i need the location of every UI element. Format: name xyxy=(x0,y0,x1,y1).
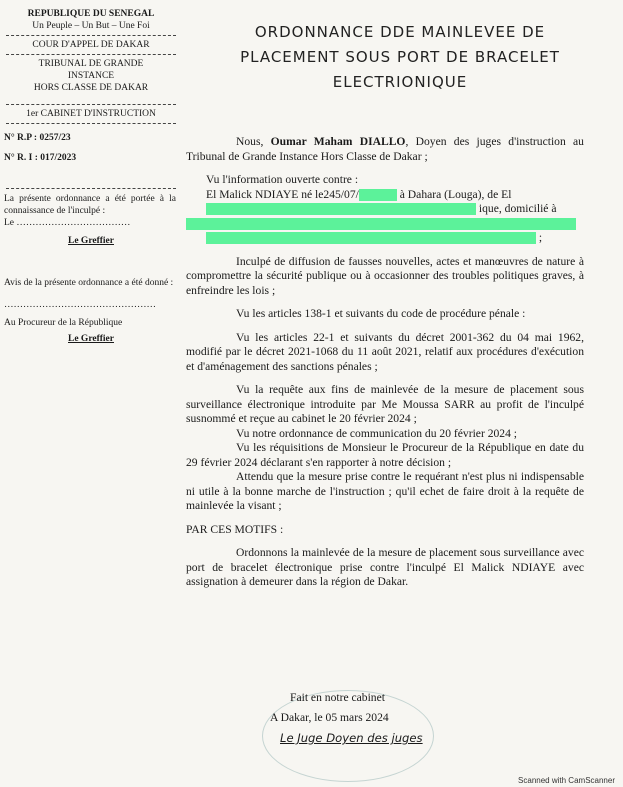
decision-paragraph: Ordonnons la mainlevée de la mesure de placement sous surveillance avec port de bracelet électronique prise contre l'inculpé El Malick NDIAYE avec assignation à demeurer dans la région de Dakar. xyxy=(186,546,584,588)
notice-date-line: Le ……………………………… xyxy=(4,218,131,228)
rp-number: N° R.P : 0257/23 xyxy=(4,133,71,143)
avis-text: Avis de la présente ordonnance a été donné : xyxy=(4,278,174,288)
signature-place: Fait en notre cabinet xyxy=(290,691,385,704)
avis-line: ………………………………………… xyxy=(4,300,156,310)
articles-cpp-paragraph: Vu les articles 138-1 et suivants du code de procédure pénale : xyxy=(236,307,526,320)
preamble-start: Nous, xyxy=(236,135,271,148)
judge-name: Oumar Maham DIALLO xyxy=(270,135,406,148)
tribunal-line-1: TRIBUNAL DE GRANDE xyxy=(38,59,144,69)
accused-line-2 xyxy=(206,202,584,217)
divider xyxy=(6,123,176,124)
tribunal-line-3: HORS CLASSE DE DAKAR xyxy=(33,83,149,93)
greffier-signature-2: Le Greffier xyxy=(68,334,114,344)
left-header-column xyxy=(0,0,182,345)
attendu-paragraph: Attendu que la mesure prise contre le requérant n'est plus ni indispensable ni utile à la bonne marche de l'instruction ; qu'il echet de faire droit à la requête de mainlevée la visant ; xyxy=(186,470,584,512)
preamble-end: , Doyen des juges d'instruction au Tribunal de Grande Instance Hors Classe de Dakar ; xyxy=(186,135,584,163)
communication-paragraph: Vu notre ordonnance de communication du 20 février 2024 ; xyxy=(236,426,518,440)
ri-number: N° R. I : 017/2023 xyxy=(4,153,77,163)
accused-name-birth: El Malick NDIAYE né le245/07/ xyxy=(206,187,359,201)
ordonnance-body xyxy=(186,135,584,599)
redaction-mark xyxy=(359,189,397,201)
redaction-mark xyxy=(186,218,576,230)
preamble-paragraph xyxy=(186,135,584,164)
accused-birthplace: à Dahara (Louga), de El xyxy=(399,187,512,201)
notice-text: La présente ordonnance a été portée à la connaissance de l'inculpé : xyxy=(4,194,176,216)
information-intro: Vu l'information ouverte contre : xyxy=(206,173,359,186)
redaction-mark xyxy=(206,232,536,244)
national-motto: Un Peuple – Un But – Une Foi xyxy=(32,21,150,31)
accused-line xyxy=(206,188,584,203)
title-line-3: ELECTRIONIQUE xyxy=(332,73,468,91)
judge-signature: Le Juge Doyen des juges xyxy=(280,731,423,745)
redaction-mark xyxy=(206,203,476,215)
title-line-2: PLACEMENT SOUS PORT DE BRACELET xyxy=(240,48,560,66)
accused-line-4: ; xyxy=(206,231,584,246)
divider xyxy=(6,188,176,189)
title-line-1: ORDONNANCE DDE MAINLEVEE DE xyxy=(254,23,546,41)
signature-block xyxy=(270,688,460,748)
divider xyxy=(6,104,176,105)
scanner-watermark: Scanned with CamScanner xyxy=(518,776,615,785)
greffier-signature-1: Le Greffier xyxy=(68,236,114,246)
republic-name: REPUBLIQUE DU SENEGAL xyxy=(27,9,155,19)
tribunal-line-2: INSTANCE xyxy=(67,71,115,81)
decree-paragraph: Vu les articles 22-1 et suivants du décret 2001-362 du 04 mai 1962, modifié par le décret 2021-1068 du 11 août 2021, relatif aux procédures d'exécution et d'aménagement des sanctions pénales ; xyxy=(186,330,584,373)
information-paragraph xyxy=(186,173,584,246)
accused-domicile: ique, domicilié à xyxy=(478,202,557,215)
divider xyxy=(6,54,176,55)
accused-line-3 xyxy=(186,217,584,232)
court-name: COUR D'APPEL DE DAKAR xyxy=(32,40,150,50)
cabinet-name: 1er CABINET D'INSTRUCTION xyxy=(26,109,156,119)
motifs-heading: PAR CES MOTIFS : xyxy=(186,522,284,536)
divider xyxy=(6,35,176,36)
procureur-label: Au Procureur de la République xyxy=(4,318,123,328)
requisitions-paragraph: Vu les réquisitions de Monsieur le Procureur de la République en date du 29 février 2024 déclarant s'en rapporter à notre décision ; xyxy=(186,441,584,469)
signature-date: A Dakar, le 05 mars 2024 xyxy=(270,711,389,724)
request-paragraph: Vu la requête aux fins de mainlevée de la mesure de placement sous surveillance électronique introduite par Me Moussa SARR au profit de l'inculpé susnommé et reçue au cabinet le 20 février 2024 ; xyxy=(186,383,584,425)
ordonnance-title xyxy=(190,20,610,95)
charges-paragraph: Inculpé de diffusion de fausses nouvelles, actes et manœuvres de nature à compromettre la sécurité publique ou à occasionner des troubles politiques graves, à enfreindre les lois ; xyxy=(186,254,584,297)
